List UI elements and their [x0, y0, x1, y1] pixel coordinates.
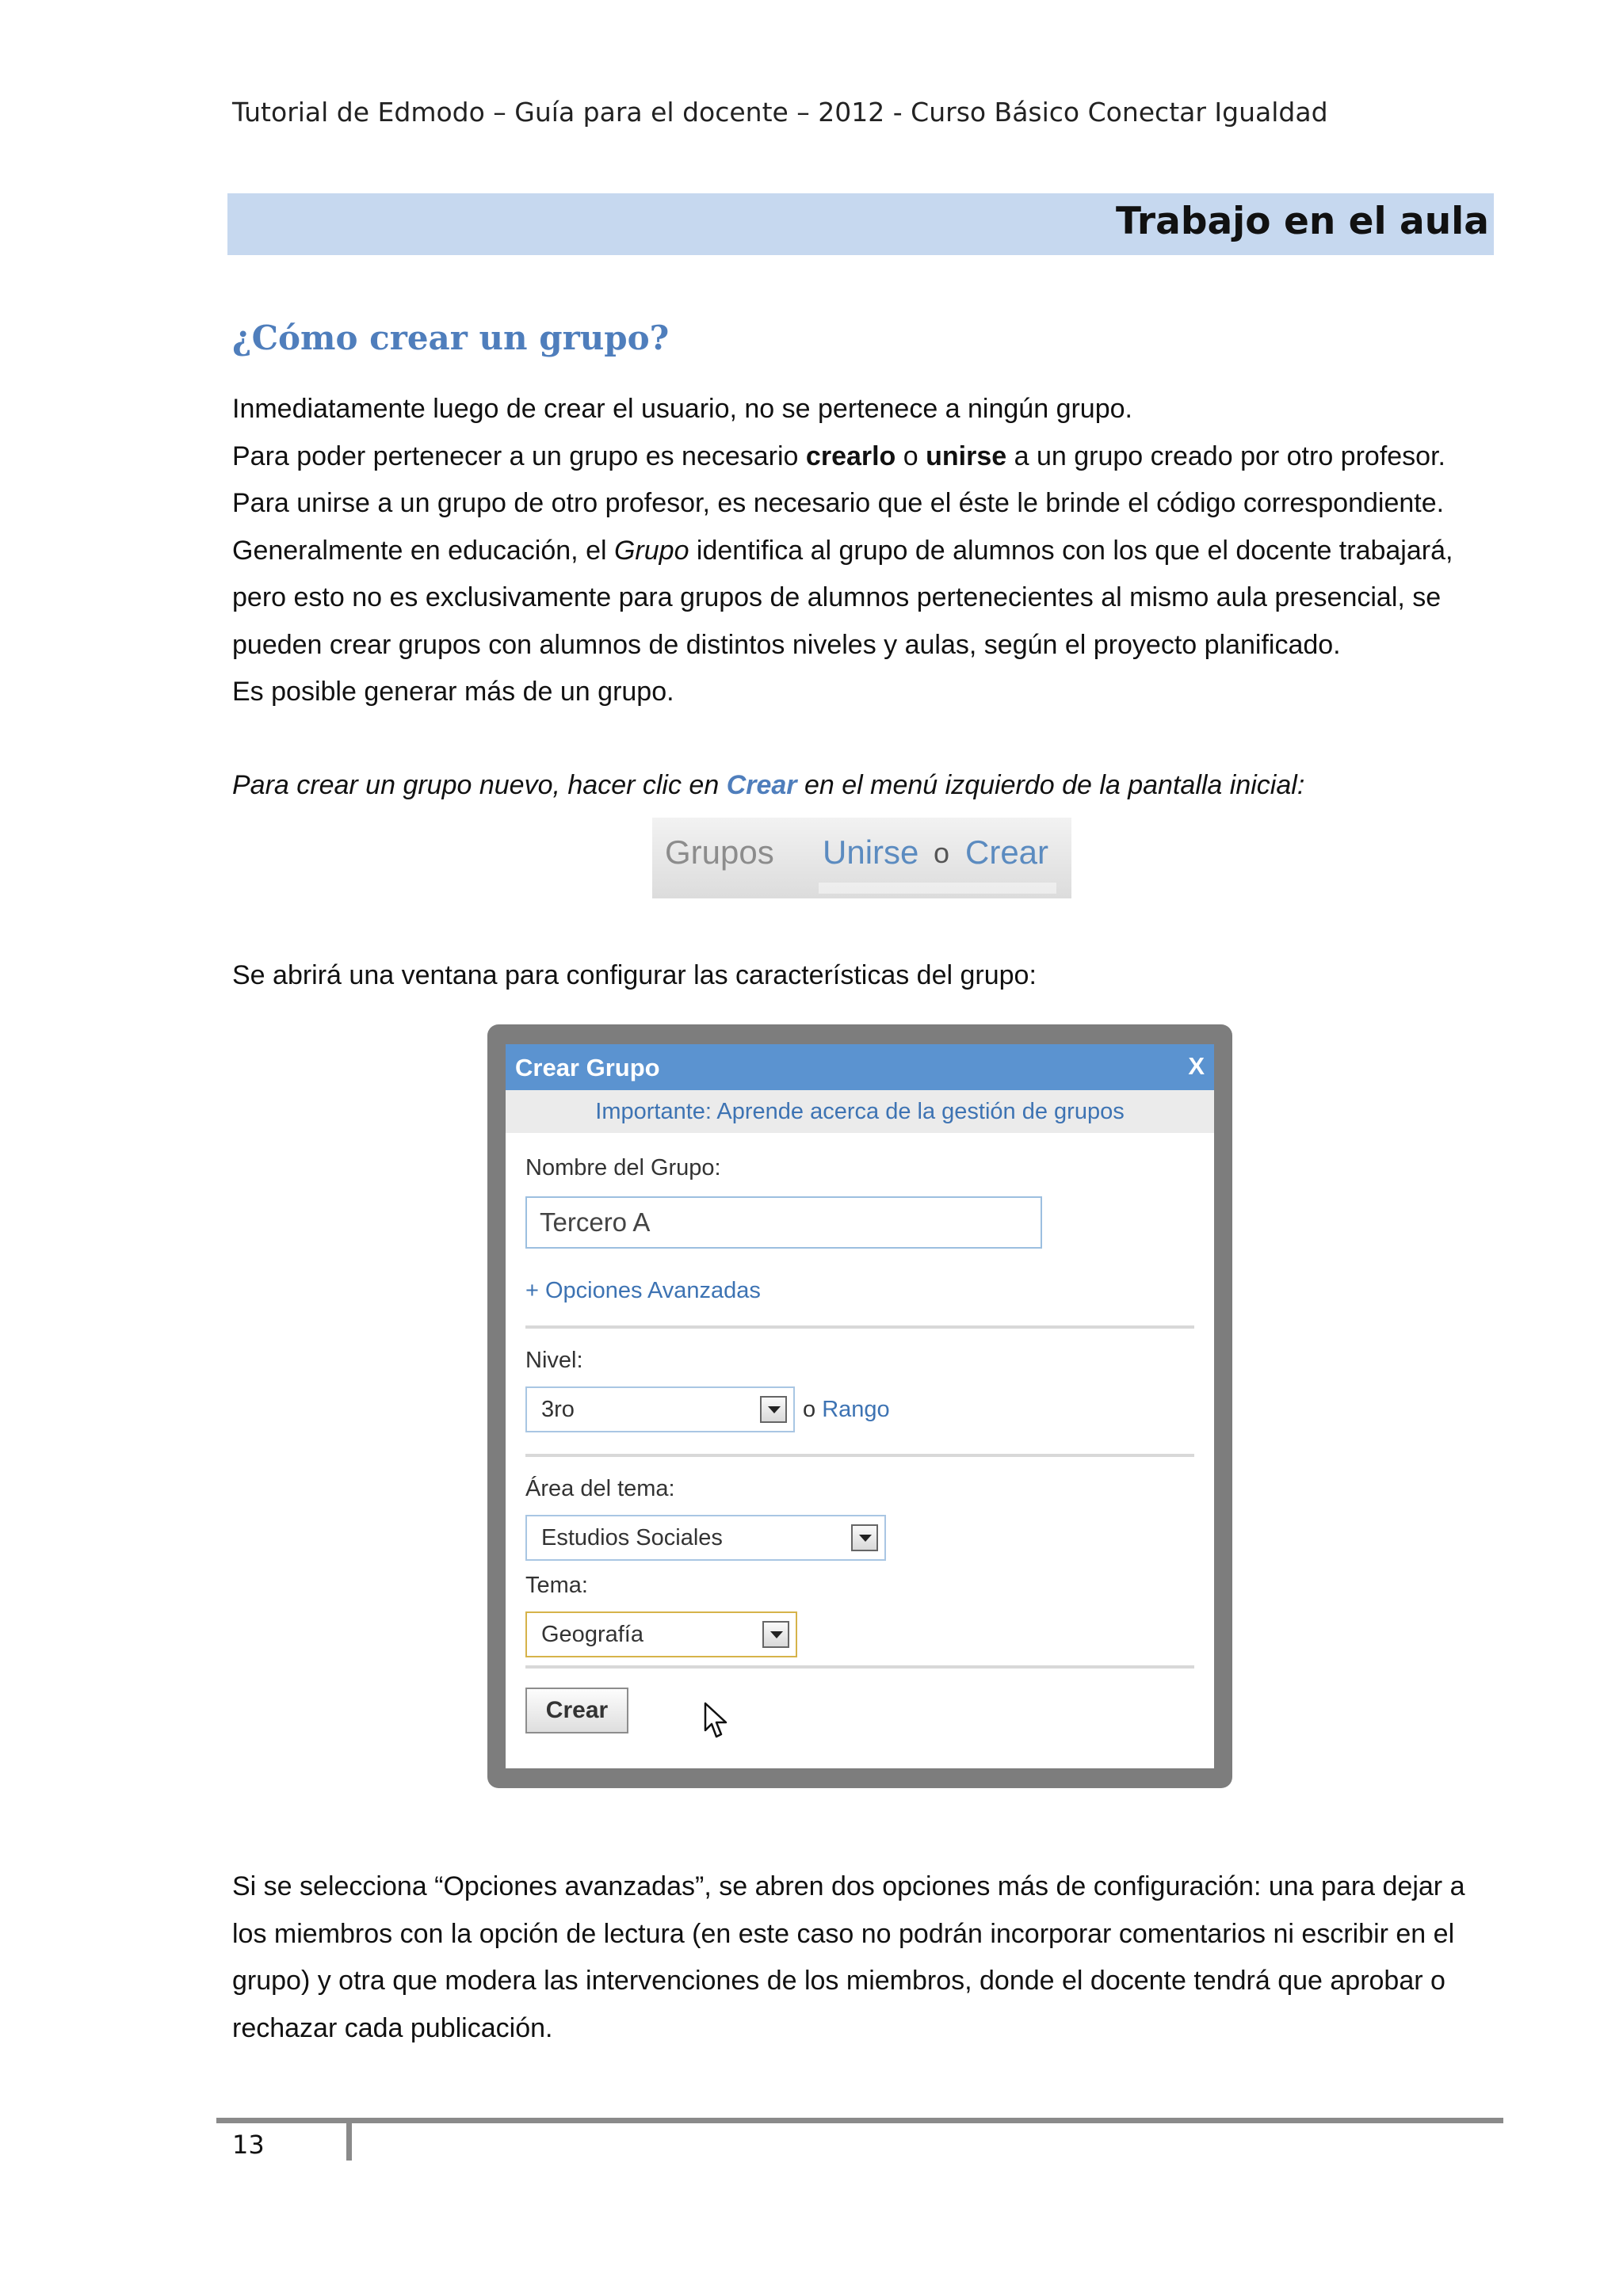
- subject-area-label: Área del tema:: [525, 1476, 675, 1501]
- range-option[interactable]: o Rango: [803, 1397, 890, 1422]
- intro-line: Para unirse a un grupo de otro profesor, es necesario que el éste le brinde el código correspondiente.: [232, 488, 1445, 518]
- closing-line: rechazar cada publicación.: [232, 2012, 553, 2043]
- section-title: Trabajo en el aula: [1116, 200, 1489, 243]
- dialog-help-link[interactable]: Importante: Aprende acerca de la gestión de grupos: [506, 1090, 1214, 1133]
- section-band: [227, 193, 1494, 255]
- window-intro-line: Se abrirá una ventana para configurar las características del grupo:: [232, 960, 1037, 990]
- divider: [525, 1665, 1194, 1669]
- closing-line: grupo) y otra que modera las intervenciones de los miembros, donde el docente tendrá que aprobar o: [232, 1966, 1445, 1996]
- intro-line: pero esto no es exclusivamente para grupos de alumnos pertenecientes al mismo aula presencial, se: [232, 582, 1442, 612]
- page-number: 13: [232, 2130, 265, 2160]
- chevron-down-icon[interactable]: [851, 1524, 878, 1551]
- close-icon[interactable]: X: [1188, 1052, 1205, 1080]
- dialog-screenshot-frame: [487, 1024, 1232, 1788]
- menu-grupos-label: Grupos: [665, 833, 774, 871]
- menu-crear-link: Crear: [965, 833, 1049, 871]
- intro-line: pueden crear grupos con alumnos de distintos niveles y aulas, según el proyecto planificado.: [232, 629, 1341, 660]
- dialog-title-bar: [506, 1044, 1214, 1090]
- menu-unirse-link: Unirse: [823, 833, 919, 871]
- running-header: Tutorial de Edmodo – Guía para el docente – 2012 - Curso Básico Conectar Igualdad: [232, 97, 1328, 128]
- mouse-cursor-icon: [704, 1702, 731, 1740]
- level-label: Nivel:: [525, 1348, 583, 1373]
- page-heading: ¿Cómo crear un grupo?: [232, 318, 670, 357]
- group-name-input[interactable]: Tercero A: [525, 1196, 1042, 1249]
- intro-line: Generalmente en educación, el Grupo identifica al grupo de alumnos con los que el docente trabajará,: [232, 535, 1453, 566]
- footer-divider-tick: [346, 2123, 352, 2161]
- intro-line: Es posible generar más de un grupo.: [232, 677, 674, 707]
- crear-grupo-dialog: [506, 1044, 1214, 1768]
- footer-rule: [216, 2118, 1503, 2123]
- divider: [525, 1454, 1194, 1457]
- create-group-button[interactable]: Crear: [525, 1688, 628, 1733]
- emphasis-unirse: unirse: [926, 441, 1007, 471]
- closing-paragraph: [232, 1863, 1465, 2052]
- intro-line: Inmediatamente luego de crear el usuario, no se pertenece a ningún grupo.: [232, 394, 1132, 424]
- dialog-title: Crear Grupo: [515, 1054, 660, 1081]
- chevron-down-icon[interactable]: [760, 1396, 787, 1423]
- intro-paragraph: [232, 386, 1453, 716]
- topic-select[interactable]: [525, 1611, 797, 1657]
- divider: [525, 1325, 1194, 1329]
- level-select[interactable]: [525, 1386, 795, 1432]
- crear-reference: Crear: [726, 770, 797, 800]
- emphasis-grupo: Grupo: [613, 535, 689, 566]
- menu-or-text: o: [934, 837, 950, 869]
- subject-area-value: Estudios Sociales: [541, 1525, 723, 1550]
- chevron-down-icon[interactable]: [762, 1621, 789, 1648]
- instruction-line: Para crear un grupo nuevo, hacer clic en Crear en el menú izquierdo de la pantalla inicial:: [232, 770, 1305, 800]
- menu-shadow-strip: [819, 883, 1056, 894]
- topic-label: Tema:: [525, 1573, 588, 1598]
- range-link[interactable]: Rango: [822, 1397, 890, 1422]
- subject-area-select[interactable]: [525, 1515, 886, 1561]
- intro-line: Para poder pertenecer a un grupo es necesario crearlo o unirse a un grupo creado por otro profesor.: [232, 441, 1445, 471]
- level-select-value: 3ro: [541, 1397, 575, 1422]
- topic-value: Geografía: [541, 1622, 643, 1647]
- closing-line: Si se selecciona “Opciones avanzadas”, se abren dos opciones más de configuración: una para dejar a: [232, 1871, 1465, 1901]
- group-name-label: Nombre del Grupo:: [525, 1155, 721, 1180]
- emphasis-crearlo: crearlo: [805, 441, 896, 471]
- closing-line: los miembros con la opción de lectura (en este caso no podrán incorporar comentarios ni escribir en el: [232, 1918, 1455, 1949]
- advanced-options-link[interactable]: + Opciones Avanzadas: [525, 1278, 761, 1303]
- menu-snippet-image: [652, 818, 1071, 898]
